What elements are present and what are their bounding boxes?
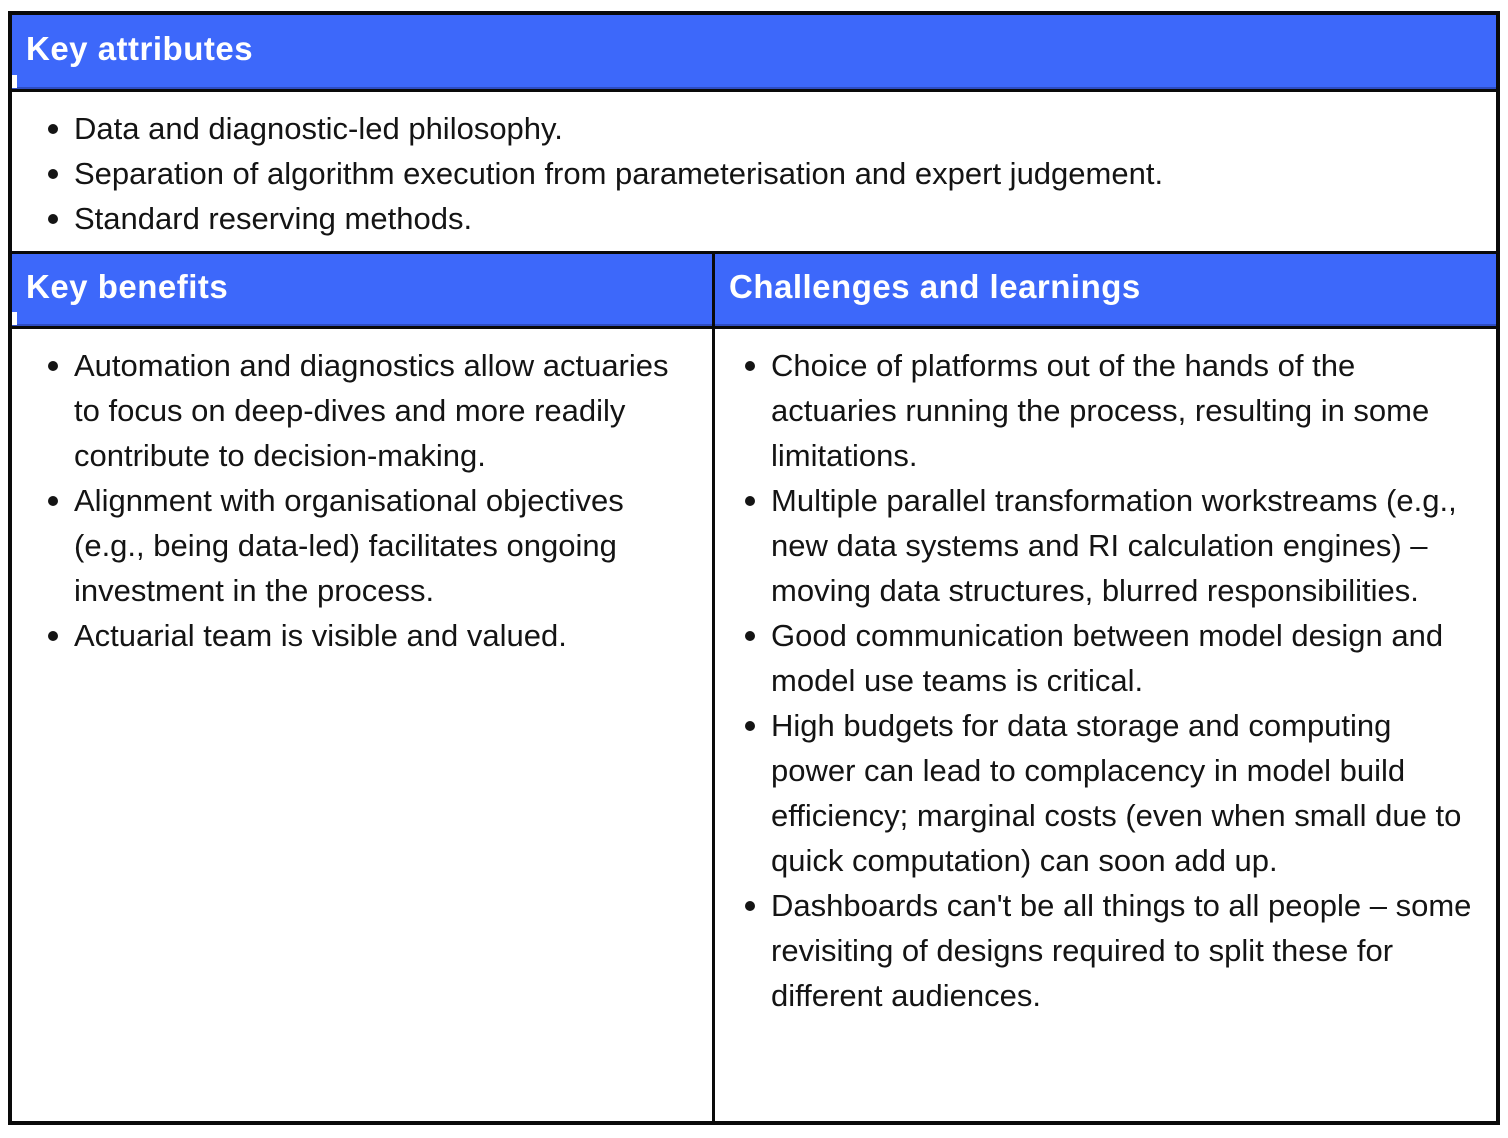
bullet-icon (42, 343, 74, 388)
bullet-text: Choice of platforms out of the hands of the actuaries running the process, resulting in some limitations. (771, 348, 1430, 473)
bullet-icon (42, 196, 74, 241)
bullet-text: Separation of algorithm execution from parameterisation and expert judgement. (74, 156, 1164, 191)
list-item (739, 703, 1478, 883)
bullet-icon (42, 613, 74, 658)
key-benefits-body (12, 329, 712, 1121)
bullet-text: Standard reserving methods. (74, 201, 473, 236)
list-item (42, 343, 694, 478)
key-attributes-title: Key attributes (26, 30, 254, 67)
key-attributes-header-cell (12, 15, 267, 89)
challenges-title: Challenges and learnings (729, 268, 1141, 305)
bullet-icon (739, 343, 771, 388)
bullet-text: Data and diagnostic-led philosophy. (74, 111, 563, 146)
key-attributes-list (12, 92, 1496, 251)
bullet-text: Good communication between model design and model use teams is critical. (771, 618, 1444, 698)
bullet-text: Dashboards can't be all things to all people – some revisiting of designs required to split these for different audiences. (771, 888, 1472, 1013)
list-item (739, 883, 1478, 1018)
bullet-text: High budgets for data storage and computing power can lead to complacency in model build efficiency; marginal costs (even when small due to quick computation) can soon add up. (771, 708, 1462, 878)
bullet-icon (739, 613, 771, 658)
bullet-text: Alignment with organisational objectives (e.g., being data-led) facilitates ongoing investment in the process. (74, 483, 624, 608)
cursor-artifact (12, 75, 17, 88)
bullet-text: Multiple parallel transformation workstreams (e.g., new data systems and RI calculation engines) – moving data structures, blurred responsibilities. (771, 483, 1457, 608)
benefits-challenges-body-row (12, 329, 1496, 1121)
challenges-header-cell (712, 254, 1496, 326)
list-item (739, 343, 1478, 478)
key-benefits-header-cell (12, 254, 712, 326)
benefits-challenges-header-row (12, 254, 1496, 329)
cursor-artifact (12, 312, 17, 325)
list-item (42, 106, 1478, 151)
list-item (739, 613, 1478, 703)
bullet-text: Actuarial team is visible and valued. (74, 618, 567, 653)
bullet-icon (739, 883, 771, 928)
bullet-icon (42, 106, 74, 151)
bullet-icon (42, 478, 74, 523)
list-item (42, 151, 1478, 196)
bullet-icon (42, 151, 74, 196)
key-benefits-title: Key benefits (26, 268, 229, 305)
summary-table (8, 11, 1500, 1125)
list-item (42, 613, 694, 658)
key-attributes-header-row (12, 15, 1496, 92)
challenges-body (712, 329, 1496, 1121)
key-attributes-body (12, 92, 1496, 254)
list-item (42, 478, 694, 613)
bullet-icon (739, 478, 771, 523)
list-item (739, 478, 1478, 613)
challenges-list (715, 329, 1496, 1028)
bullet-icon (739, 703, 771, 748)
bullet-text: Automation and diagnostics allow actuaries to focus on deep-dives and more readily contribute to decision-making. (74, 348, 669, 473)
key-benefits-list (12, 329, 712, 668)
list-item (42, 196, 1478, 241)
